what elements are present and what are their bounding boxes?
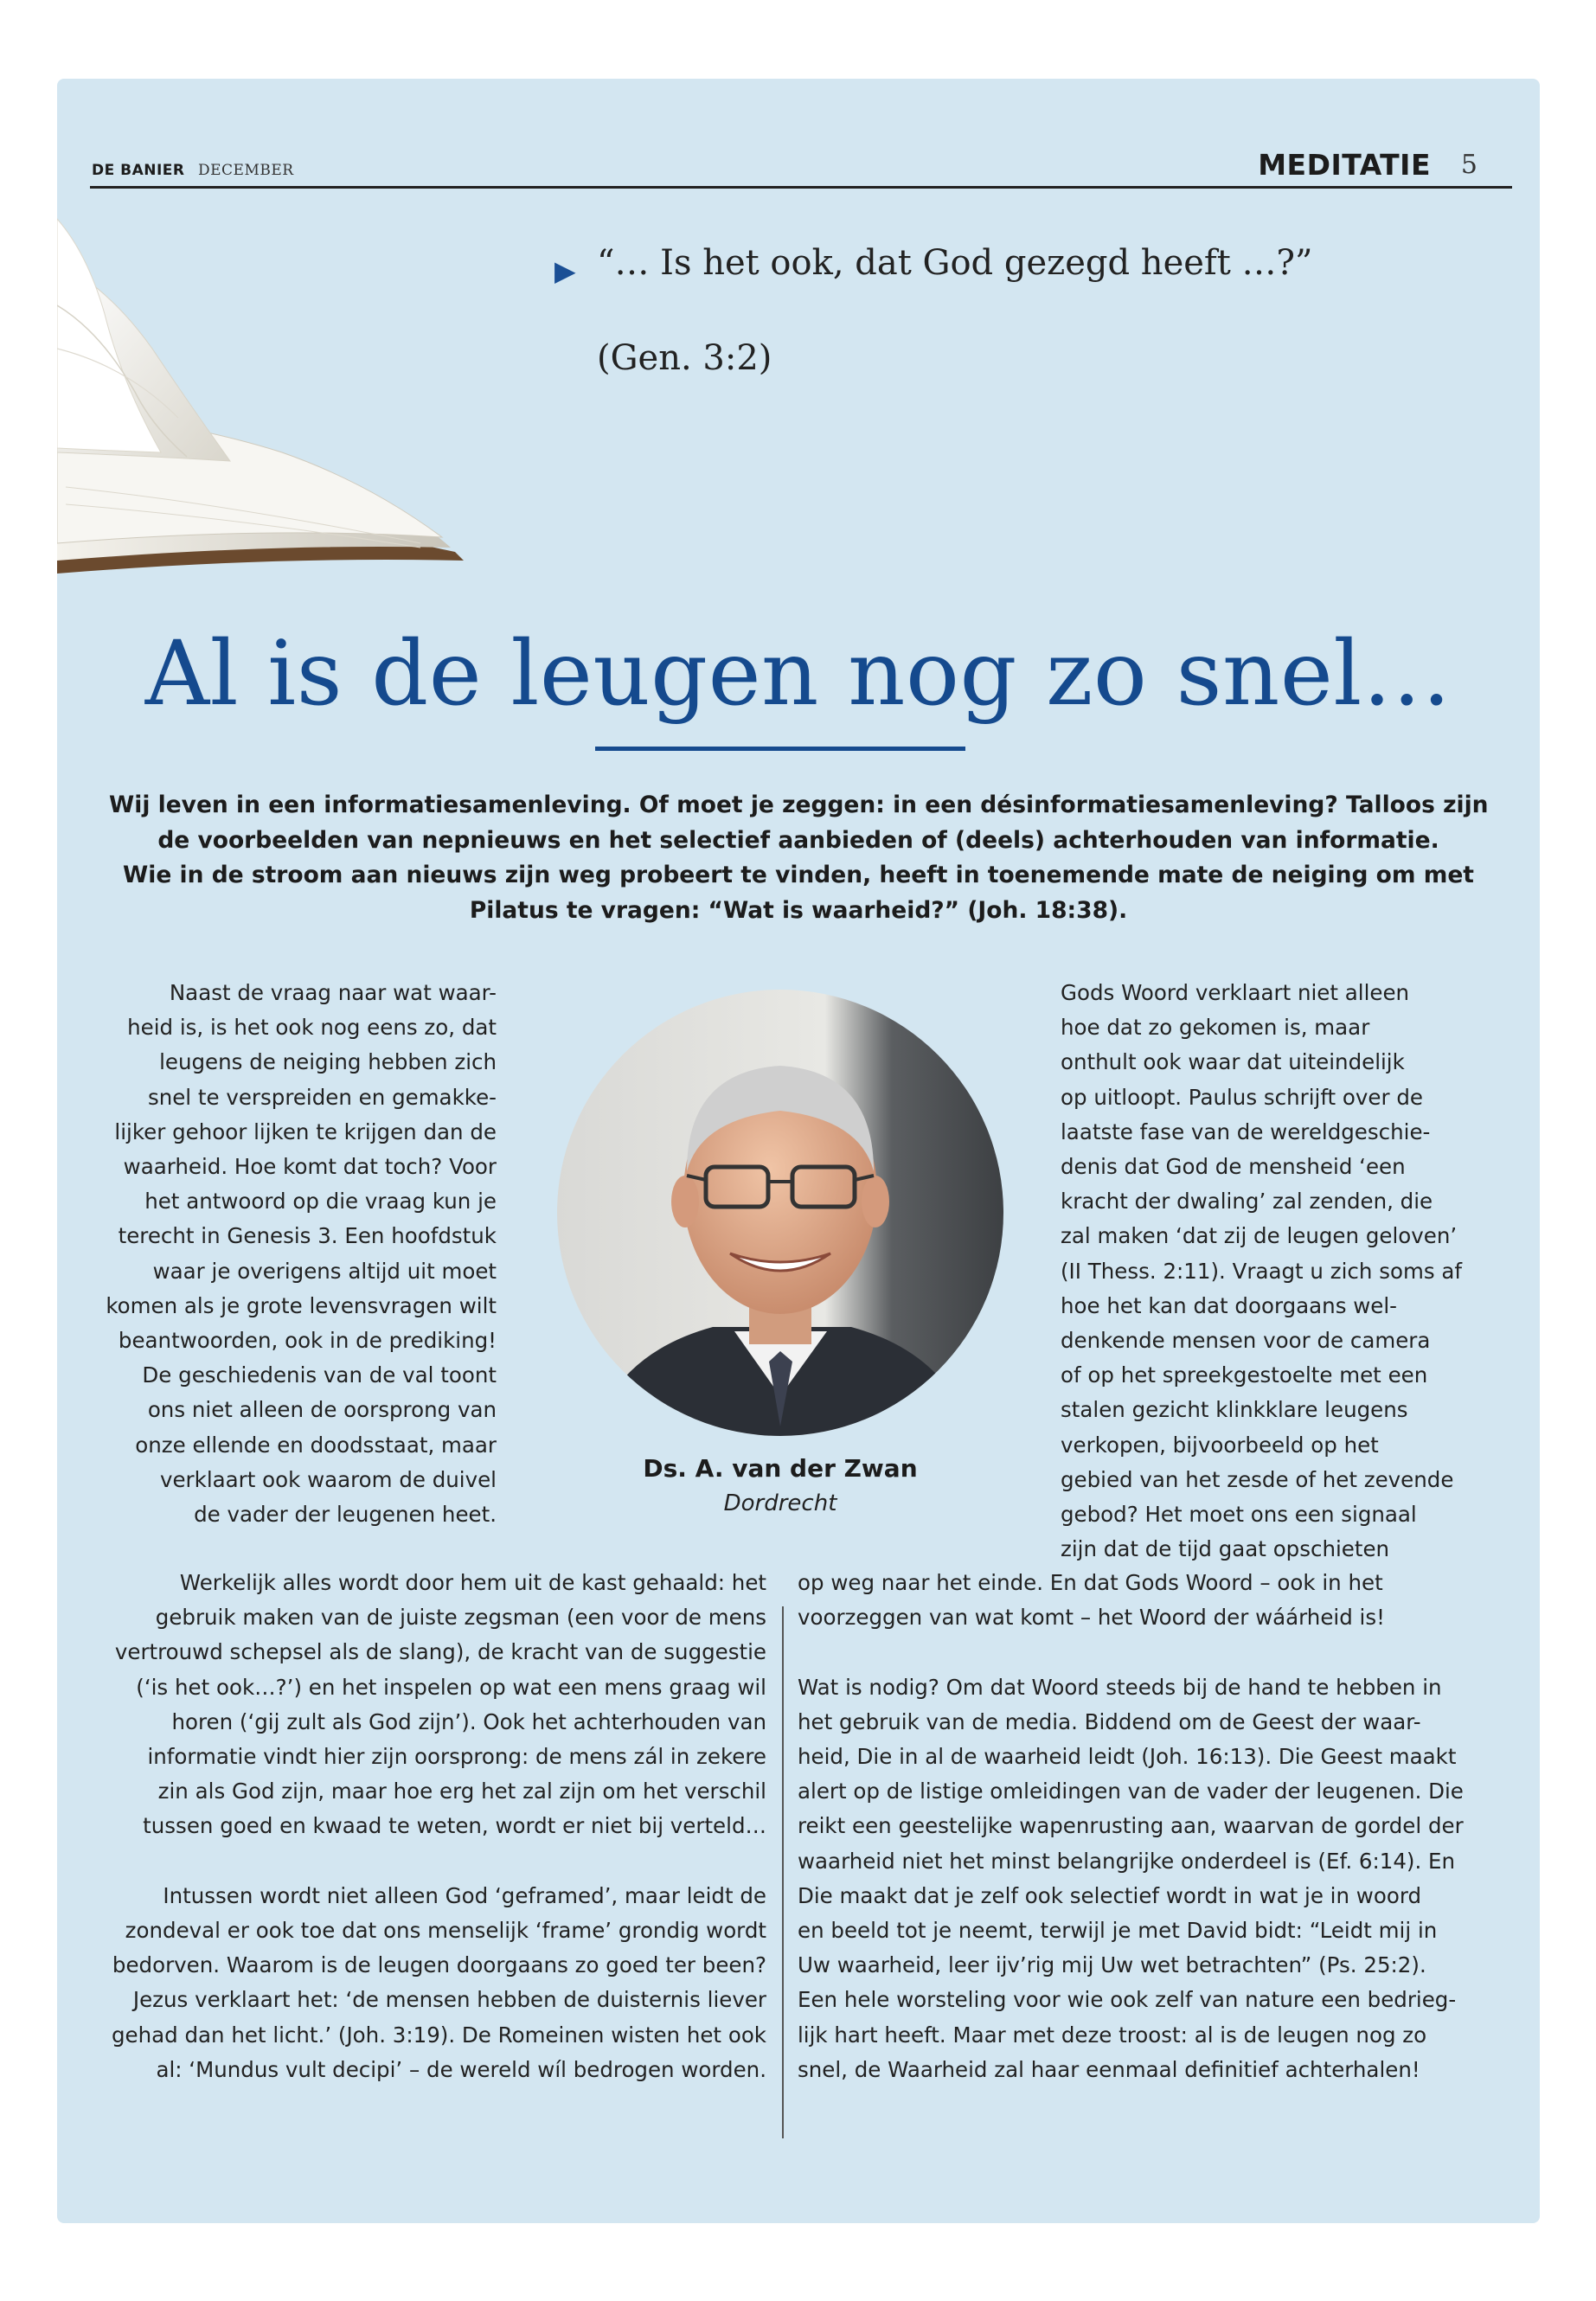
page-number: 5	[1460, 150, 1477, 180]
scripture-quote: “… Is het ook, dat God gezegd heeft …?”	[597, 243, 1313, 283]
text-line: onze ellende en doodsstaat, maar	[135, 1432, 497, 1458]
text-line: tussen goed en kwaad te weten, wordt er niet bij verteld…	[143, 1813, 766, 1839]
text-line: zijn dat de tijd gaat opschieten	[1061, 1536, 1390, 1562]
text-line: hoe dat zo gekomen is, maar	[1061, 1015, 1370, 1041]
text-line: kracht der dwaling’ zal zenden, die	[1061, 1189, 1433, 1215]
text-line: lijker gehoor lijken te krijgen dan de	[114, 1118, 497, 1144]
text-line: op uitloopt. Paulus schrijft over de	[1061, 1084, 1423, 1110]
text-line: horen (‘gij zult als God zijn’). Ook het achterhouden van	[171, 1708, 766, 1734]
text-line: vertrouwd schepsel als de slang), de kracht van de suggestie	[114, 1639, 766, 1665]
text-line: zal maken ‘dat zij de leugen geloven’	[1061, 1223, 1458, 1249]
scripture-reference: (Gen. 3:2)	[597, 338, 772, 378]
text-line: beantwoorden, ook in de prediking!	[118, 1328, 497, 1354]
lead-line: Pilatus te vragen: “Wat is waarheid?” (Joh. 18:38).	[469, 896, 1128, 924]
text-line: waarheid. Hoe komt dat toch? Voor	[123, 1154, 497, 1180]
right-column	[1061, 976, 1510, 1567]
text-line: op weg naar het einde. En dat Gods Woord – ook in het	[798, 1570, 1383, 1595]
text-line: informatie vindt hier zijn oorsprong: de mens zál in zekere	[147, 1744, 766, 1770]
text-line: of op het spreekgestoelte met een	[1061, 1362, 1428, 1388]
text-line: Wat is nodig? Om dat Woord steeds bij de hand te hebben in	[798, 1674, 1442, 1700]
article-lead	[109, 788, 1488, 928]
section-title: MEDITATIE	[1258, 148, 1431, 182]
author-place: Dordrecht	[723, 1490, 837, 1516]
lead-line: Wij leven in een informatiesamenleving. Of moet je zeggen: in een désinformatiesamenleving? Talloos zijn	[109, 792, 1489, 818]
text-line: (II Thess. 2:11). Vraagt u zich soms af	[1061, 1258, 1463, 1284]
text-line: gebod? Het moet ons een signaal	[1061, 1502, 1417, 1528]
bottom-left-column	[57, 1566, 766, 2087]
text-line: reikt een geestelijke wapenrusting aan, waarvan de gordel der	[798, 1813, 1464, 1839]
header-rule	[90, 186, 1512, 189]
text-line: waarheid niet het minst belangrijke onderdeel is (Ef. 6:14). En	[798, 1848, 1456, 1874]
text-line: Werkelijk alles wordt door hem uit de kast gehaald: het	[179, 1570, 766, 1595]
text-line: laatste fase van de wereldgeschie-	[1061, 1118, 1431, 1144]
bottom-right-column	[798, 1566, 1516, 2087]
text-line: leugens de neiging hebben zich	[159, 1049, 497, 1075]
text-line: komen als je grote levensvragen wilt	[106, 1292, 497, 1318]
title-underline	[595, 747, 965, 751]
text-line: zin als God zijn, maar hoe erg het zal zijn om het verschil	[157, 1779, 766, 1804]
open-book-illustration	[57, 193, 464, 591]
text-line: (‘is het ook…?’) en het inspelen op wat een mens graag wil	[136, 1674, 766, 1700]
text-line: gehad dan het licht.’ (Joh. 3:19). De Romeinen wisten het ook	[111, 2022, 766, 2048]
text-line: waar je overigens altijd uit moet	[152, 1258, 497, 1284]
publication-month: DECEMBER	[198, 162, 294, 179]
text-line: De geschiedenis van de val toont	[142, 1362, 497, 1388]
text-line: Die maakt dat je zelf ook selectief wordt in wat je in woord	[798, 1882, 1422, 1908]
text-line: al: ‘Mundus vult decipi’ – de wereld wíl bedrogen worden.	[156, 2056, 766, 2082]
text-line: Een hele worsteling voor wie ook zelf van nature een bedrieg-	[798, 1987, 1457, 2013]
play-arrow-icon: ▶	[554, 254, 576, 287]
text-line: snel te verspreiden en gemakke-	[147, 1084, 497, 1110]
column-divider	[782, 1606, 784, 2138]
text-line: lijk hart heeft. Maar met deze troost: al is de leugen nog zo	[798, 2022, 1427, 2048]
text-line: het gebruik van de media. Biddend om de Geest der waar-	[798, 1708, 1421, 1734]
text-line: heid, Die in al de waarheid leidt (Joh. 16:13). Die Geest maakt	[798, 1744, 1457, 1769]
text-line: zondeval er ook toe dat ons menselijk ‘frame’ grondig wordt	[125, 1918, 766, 1944]
text-line: snel, de Waarheid zal haar eenmaal definitief achterhalen!	[798, 2056, 1420, 2082]
article-title: Al is de leugen nog zo snel…	[144, 622, 1452, 726]
text-line: gebied van het zesde of het zevende	[1061, 1466, 1454, 1492]
text-line: voorzeggen van wat komt – het Woord der wáárheid is!	[798, 1605, 1385, 1631]
text-line: alert op de listige omleidingen van de vader der leugenen. Die	[798, 1779, 1464, 1804]
text-line: Intussen wordt niet alleen God ‘geframed’, maar leidt de	[163, 1882, 766, 1908]
text-line: verklaart ook waarom de duivel	[159, 1466, 497, 1492]
author-name: Ds. A. van der Zwan	[643, 1454, 918, 1483]
page	[57, 79, 1540, 2223]
lead-line: de voorbeelden van nepnieuws en het selectief aanbieden of (deels) achterhouden van informatie.	[157, 826, 1439, 854]
text-line: verkopen, bijvoorbeeld op het	[1061, 1432, 1379, 1458]
text-line: ons niet alleen de oorsprong van	[147, 1397, 497, 1423]
text-line: de vader der leugenen heet.	[194, 1502, 497, 1528]
text-line: denis dat God de mensheid ‘een	[1061, 1154, 1406, 1180]
text-line: Gods Woord verklaart niet alleen	[1061, 980, 1410, 1005]
left-column	[57, 976, 497, 1532]
text-line: Uw waarheid, leer ijv’rig mij Uw wet betrachten” (Ps. 25:2).	[798, 1952, 1426, 1978]
text-line: gebruik maken van de juiste zegsman (een voor de mens	[155, 1605, 766, 1631]
text-line: en beeld tot je neemt, terwijl je met David bidt: “Leidt mij in	[798, 1918, 1438, 1944]
lead-line: Wie in de stroom aan nieuws zijn weg probeert te vinden, heeft in toenemende mate de neiging om met	[123, 862, 1474, 888]
text-line: Naast de vraag naar wat waar-	[169, 980, 497, 1005]
author-portrait	[557, 990, 1003, 1436]
text-line: heid is, is het ook nog eens zo, dat	[127, 1015, 497, 1041]
text-line: Jezus verklaart het: ‘de mensen hebben de duisternis liever	[132, 1987, 766, 2013]
publication-name: DE BANIER	[92, 162, 185, 179]
text-line: hoe het kan dat doorgaans wel-	[1061, 1292, 1398, 1318]
text-line: stalen gezicht klinkklare leugens	[1061, 1397, 1408, 1423]
text-line: bedorven. Waarom is de leugen doorgaans zo goed ter been?	[112, 1952, 766, 1978]
text-line: het antwoord op die vraag kun je	[144, 1189, 497, 1215]
text-line: onthult ook waar dat uiteindelijk	[1061, 1049, 1405, 1075]
text-line: terecht in Genesis 3. Een hoofdstuk	[118, 1223, 497, 1249]
text-line: denkende mensen voor de camera	[1061, 1328, 1431, 1354]
